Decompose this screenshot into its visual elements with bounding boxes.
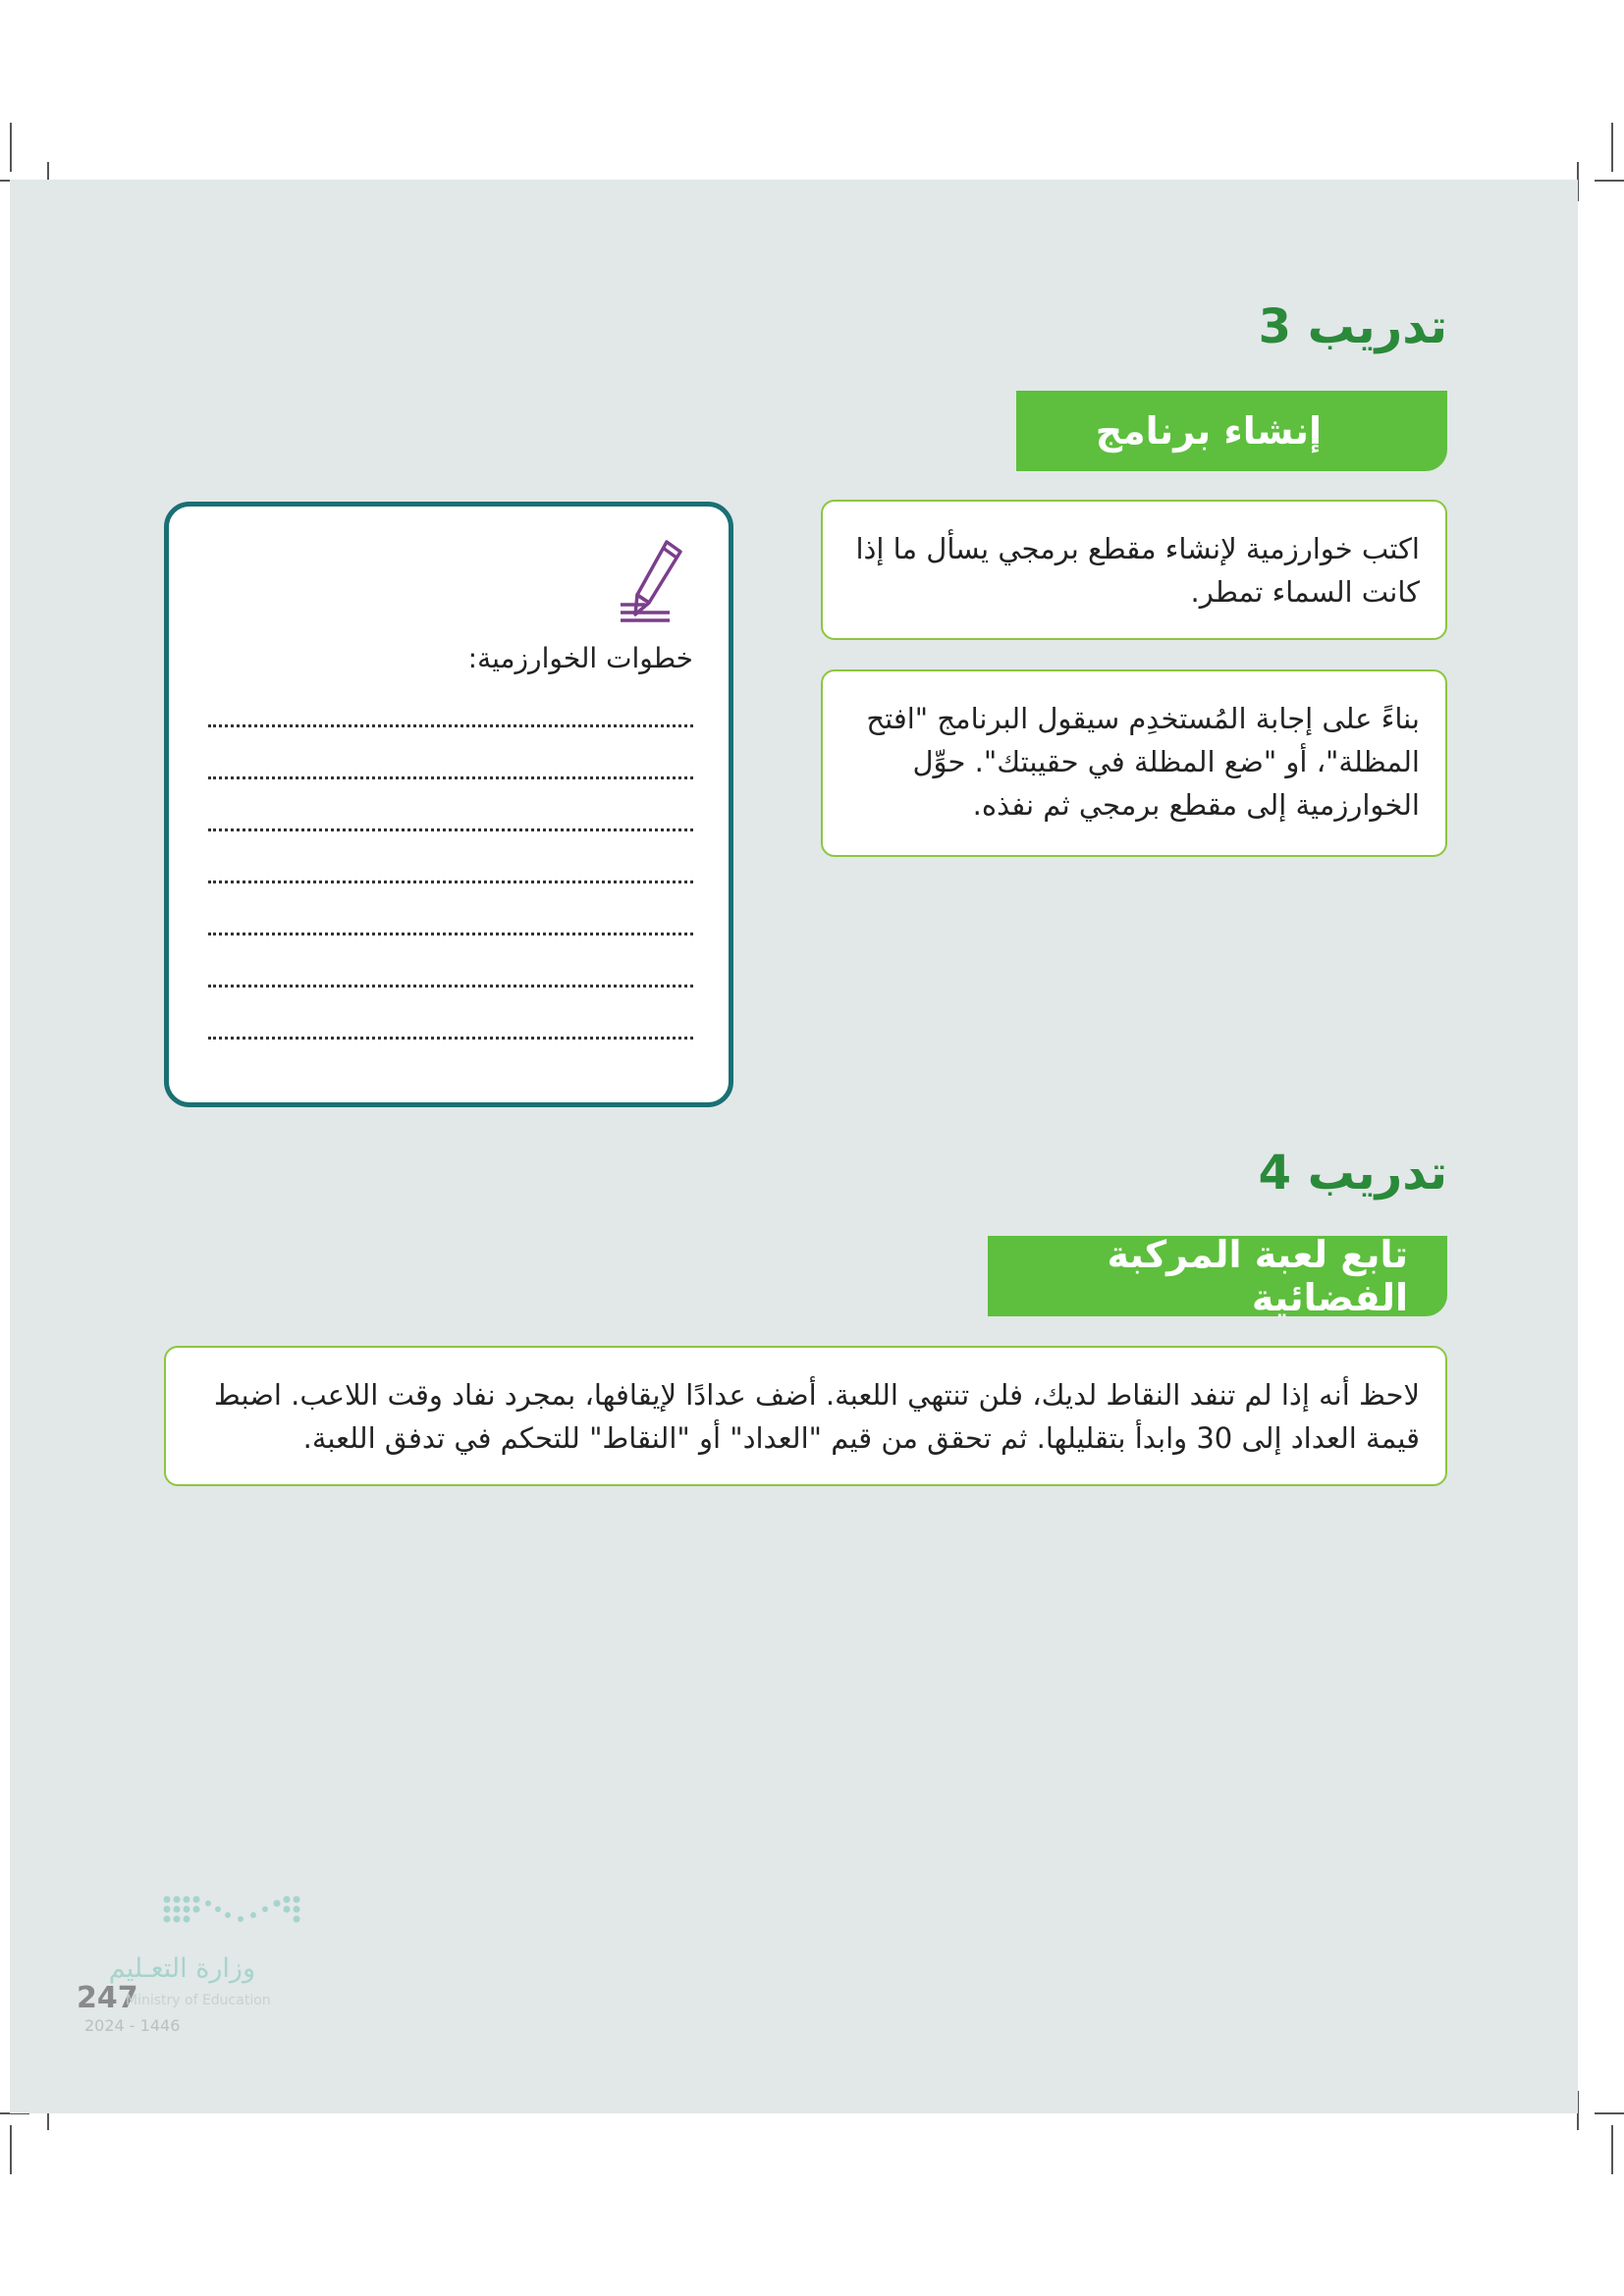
answer-line[interactable] [208,724,693,727]
pencil-icon [616,534,704,632]
answer-line[interactable] [208,1037,693,1040]
academic-year: 2024 - 1446 [84,2016,181,2035]
exercise-3-title: تدريب 3 [1258,299,1447,354]
exercise-4-title: تدريب 4 [1258,1146,1447,1201]
exercise-3-tab [1016,391,1447,471]
exercise-4-tab [988,1233,1447,1319]
answer-line[interactable] [208,985,693,988]
exercise-4-tab-label: تابع لعبة المركبة الفضائية [1107,1233,1408,1319]
exercise-3-tab-label: إنشاء برنامج [1095,409,1322,453]
exercise-3-instruction-text: اكتب خوارزمية لإنشاء مقطع برمجي يسأل ما إذا كانت السماء تمطر. [855,532,1420,609]
page-number: 247 [77,1981,138,2015]
algorithm-steps-label: خطوات الخوارزمية: [467,642,693,674]
answer-line[interactable] [208,881,693,883]
exercise-3-instruction-box [821,500,1447,640]
answer-line[interactable] [208,776,693,779]
ministry-name-arabic: وزارة التعـليم [108,1953,255,1984]
ministry-name-english: Ministry of Education [126,1993,271,2008]
exercise-3-detail-text: بناءً على إجابة المُستخدِم سيقول البرنامج "افتح المظلة"، أو "ضع المظلة في حقيبتك". حوِّل الخوارزمية إلى مقطع برمجي ثم نفذه. [866,702,1420,822]
crop-mark-tl-v [10,123,12,172]
algorithm-steps-box [164,502,733,1107]
answer-line[interactable] [208,828,693,831]
crop-mark-tr-v [1611,123,1613,172]
exercise-4-instruction-box [164,1346,1447,1486]
exercise-3-detail-box [821,669,1447,857]
exercise-4-instruction-text: لاحظ أنه إذا لم تنفد النقاط لديك، فلن تنتهي اللعبة. أضف عدادًا لإيقافها، بمجرد نفاد وقت اللاعب. اضبط قيمة العداد إلى 30 وابدأ بتقليلها. ثم تحقق من قيم "العداد" أو "النقاط" للتحكم في تدفق اللعبة. [213,1378,1420,1455]
crop-mark-tr-h [1595,180,1624,182]
crop-mark-br-v [1611,2125,1613,2174]
crop-mark-bl-v [10,2125,12,2174]
crop-mark-br-h [1595,2112,1624,2114]
answer-line[interactable] [208,933,693,935]
ministry-logo-icon [79,1890,304,1949]
